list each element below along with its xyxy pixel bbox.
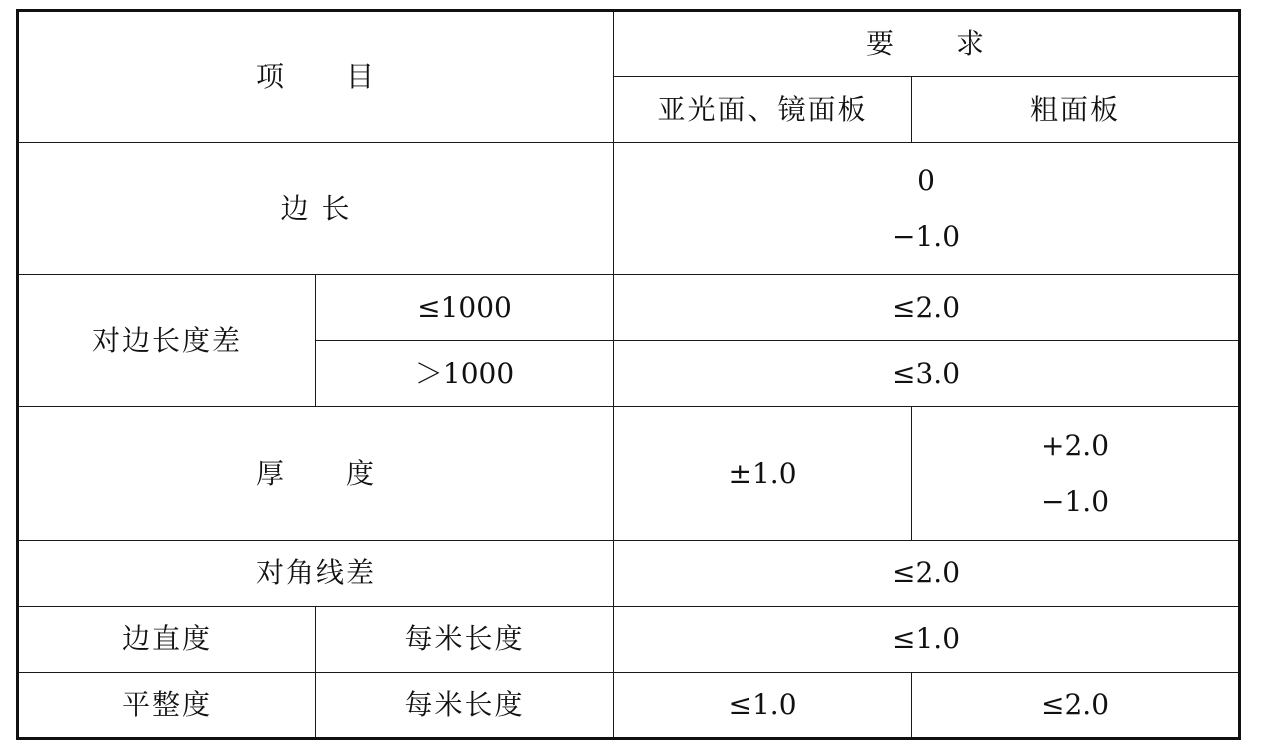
row-side-length-value [614,143,1240,275]
row-side-length-label [18,143,614,275]
thickness-label: 厚 度 [256,456,377,490]
opp-side-diff-value-1 [614,275,1240,341]
opp-side-diff-cond-2 [316,341,614,407]
side-length-tolerance [892,153,960,265]
thickness-rough-upper: +2.0 [1041,428,1110,462]
side-length-upper: 0 [917,163,935,197]
opp-side-diff-cond-1 [316,275,614,341]
header-item-label: 项 目 [256,60,377,94]
header-requirement [614,11,1240,77]
flatness-rough [912,672,1240,738]
thickness-rough-lower: −1.0 [1041,484,1110,518]
row-diagonal-diff-label [18,540,614,606]
thickness-matte-text: ±1.0 [728,456,797,490]
row-diagonal-diff-value [614,540,1240,606]
flatness-sub [316,672,614,738]
diagonal-diff-label: 对角线差 [256,556,377,590]
opp-side-diff-value-2 [614,341,1240,407]
opp-side-diff-value-2-text: ≤3.0 [892,357,961,391]
header-item [18,11,614,143]
edge-straightness-value [614,606,1240,672]
header-requirement-label: 要 求 [866,27,987,61]
diagonal-diff-value: ≤2.0 [892,556,961,590]
header-matte-mirror [614,77,912,143]
row-flatness-label [18,672,316,738]
thickness-rough [912,407,1240,540]
side-length-lower: −1.0 [892,219,961,253]
row-edge-straightness-label [18,606,316,672]
opp-side-diff-value-1-text: ≤2.0 [892,291,961,325]
opp-side-diff-cond-1-text: ≤1000 [417,291,512,325]
flatness-label: 平整度 [121,688,212,722]
flatness-rough-text: ≤2.0 [1041,688,1110,722]
edge-straightness-value-text: ≤1.0 [892,622,961,656]
tolerance-table [16,9,1241,740]
side-length-label: 边 长 [280,191,352,225]
opp-side-diff-cond-2-text: ＞1000 [414,357,515,391]
opp-side-diff-label: 对边长度差 [91,324,242,358]
row-opp-side-diff-label [18,275,316,407]
flatness-matte-text: ≤1.0 [728,688,797,722]
row-thickness-label [18,407,614,540]
edge-straightness-sub-text: 每米长度 [404,622,525,656]
flatness-sub-text: 每米长度 [404,688,525,722]
edge-straightness-sub [316,606,614,672]
header-matte-mirror-label: 亚光面、镜面板 [657,92,868,126]
header-rough-label: 粗面板 [1030,92,1121,126]
header-rough [912,77,1240,143]
edge-straightness-label: 边直度 [121,622,212,656]
flatness-matte [614,672,912,738]
thickness-matte [614,407,912,540]
thickness-rough-tolerance [1041,418,1109,530]
